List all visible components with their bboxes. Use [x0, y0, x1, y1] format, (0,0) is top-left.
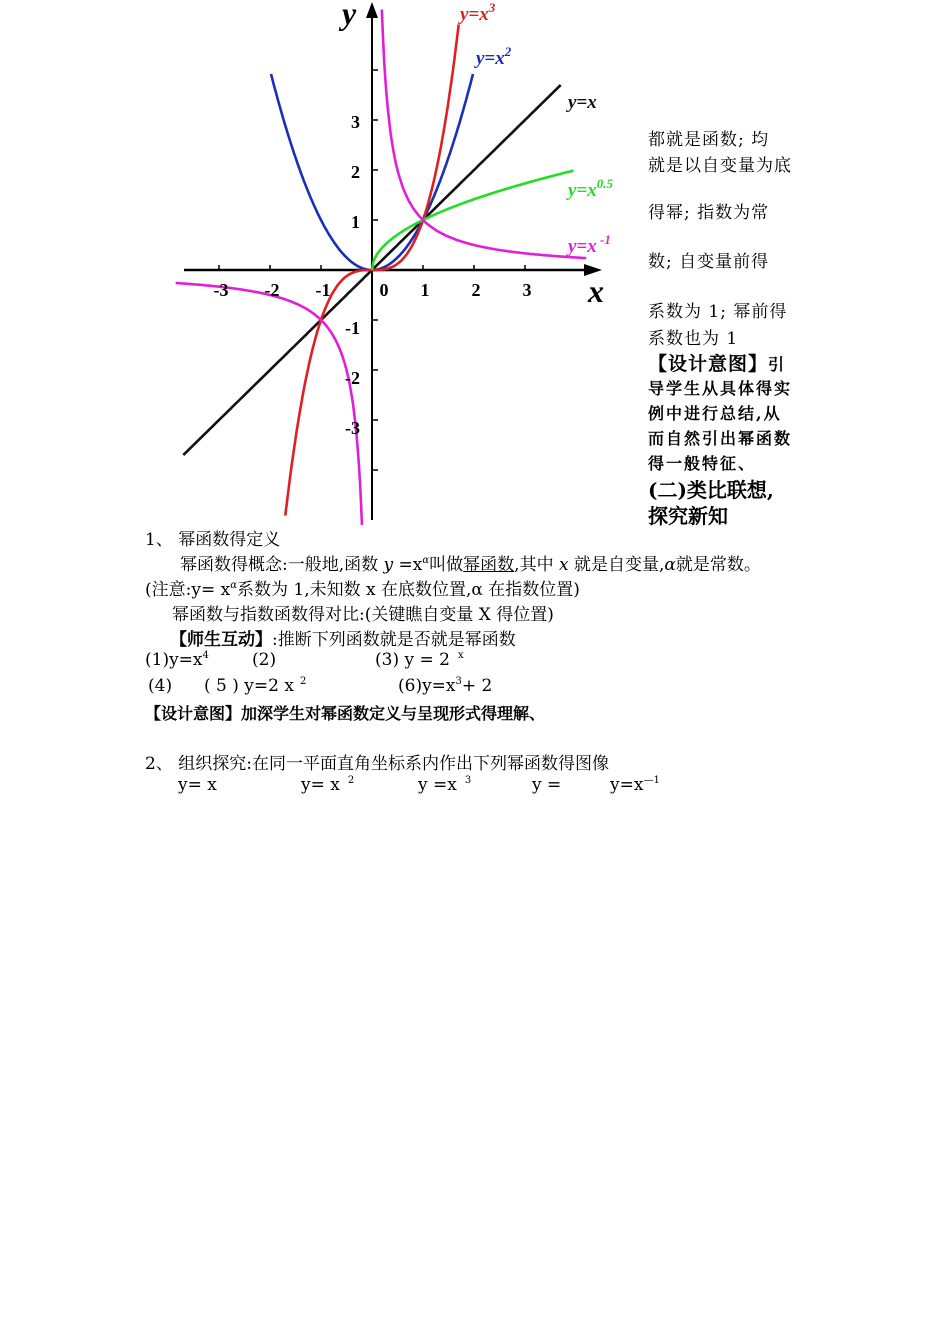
- y-tick-label: 2: [351, 162, 360, 182]
- question-4: (4): [148, 676, 173, 696]
- x-tick-label: 3: [522, 280, 532, 300]
- design-intent-2: 【设计意图】加深学生对幂函数定义与呈现形式得理解、: [145, 704, 546, 723]
- series-label: $y=x^{0.5}$: [568, 176, 614, 201]
- section-heading-2: 探究新知: [648, 504, 728, 528]
- question-6: $(6)y=x^3+ 2$: [398, 676, 493, 696]
- design-intent-line-2: 导学生从具体得实: [648, 379, 793, 398]
- series-label: y=x $^{-1}$: [568, 232, 611, 257]
- power-function-graph: [170, 0, 620, 525]
- tick-labels: [214, 0, 605, 438]
- x-tick-label: 0: [379, 280, 389, 300]
- function-4: y =: [532, 775, 562, 795]
- x-tick-label: 2: [471, 280, 481, 300]
- series-line: [382, 10, 586, 259]
- side-note-line-6: 系数也为 1: [648, 329, 739, 349]
- y-tick-label: -2: [345, 368, 360, 388]
- side-note-line-2: 就是以自变量为底: [648, 156, 792, 176]
- design-intent-line-4: 而自然引出幂函数: [648, 429, 793, 448]
- design-intent-line-3: 例中进行总结,从: [648, 404, 782, 423]
- y-tick-label: -1: [345, 318, 360, 338]
- x-tick-label: 1: [420, 280, 430, 300]
- interaction-line: 【师生互动】:推断下列函数就是否就是幂函数: [170, 630, 516, 650]
- y-axis-arrow: [366, 2, 378, 18]
- series-label: y=x: [568, 92, 597, 113]
- question-2: (2): [252, 650, 277, 670]
- y-tick-label: -3: [345, 418, 360, 438]
- y-tick-label: 1: [351, 212, 360, 232]
- item-1-heading: 1、 幂函数得定义: [145, 530, 281, 550]
- design-intent-line-5: 得一般特征、: [648, 454, 757, 473]
- question-1: $(1)y=x^4$: [145, 650, 209, 670]
- x-tick-label: -3: [213, 280, 229, 300]
- x-tick-label: -1: [315, 280, 331, 300]
- side-note-line-3: 得幂; 指数为常: [648, 203, 770, 223]
- function-3: y =x $^3$: [418, 775, 472, 795]
- function-1: y= x: [178, 775, 217, 795]
- section-heading-1: (二)类比联想,: [648, 478, 774, 502]
- y-tick-label: 3: [351, 112, 360, 132]
- concept-note: (注意:y= $x^\alpha$系数为 1,未知数 x 在底数位置,α 在指数位置): [145, 580, 580, 600]
- function-2: y= x $^2$: [301, 775, 355, 795]
- question-3: (3) y = 2 $^x$: [375, 650, 464, 670]
- series-label: $y=x^3$: [460, 0, 496, 25]
- curve-labels: [458, 0, 614, 257]
- series-label: $y=x^2$: [476, 44, 512, 69]
- comparison-line: 幂函数与指数函数得对比:(关键瞧自变量 X 得位置): [172, 605, 554, 625]
- side-note-line-5: 系数为 1; 幂前得: [648, 302, 788, 322]
- side-note-line-1: 都就是函数; 均: [648, 130, 770, 150]
- y-axis-label: y: [342, 0, 357, 31]
- design-intent-heading: 【设计意图】引: [648, 353, 786, 375]
- function-5: $y=x^{—1}$: [610, 775, 660, 795]
- series-line: [176, 283, 363, 525]
- side-note-line-4: 数; 自变量前得: [648, 252, 770, 272]
- item-2-heading: 2、 组织探究:在同一平面直角坐标系内作出下列幂函数得图像: [145, 754, 609, 774]
- question-5: ( 5 ) y=2 x $^2$: [204, 676, 307, 696]
- concept-definition: 幂函数得概念:一般地,函数 $y =x^\alpha$叫做幂函数,其中 x 就是自变量,α就是常数。: [180, 555, 761, 575]
- x-tick-label: -2: [264, 280, 280, 300]
- x-axis-label: x: [588, 273, 604, 309]
